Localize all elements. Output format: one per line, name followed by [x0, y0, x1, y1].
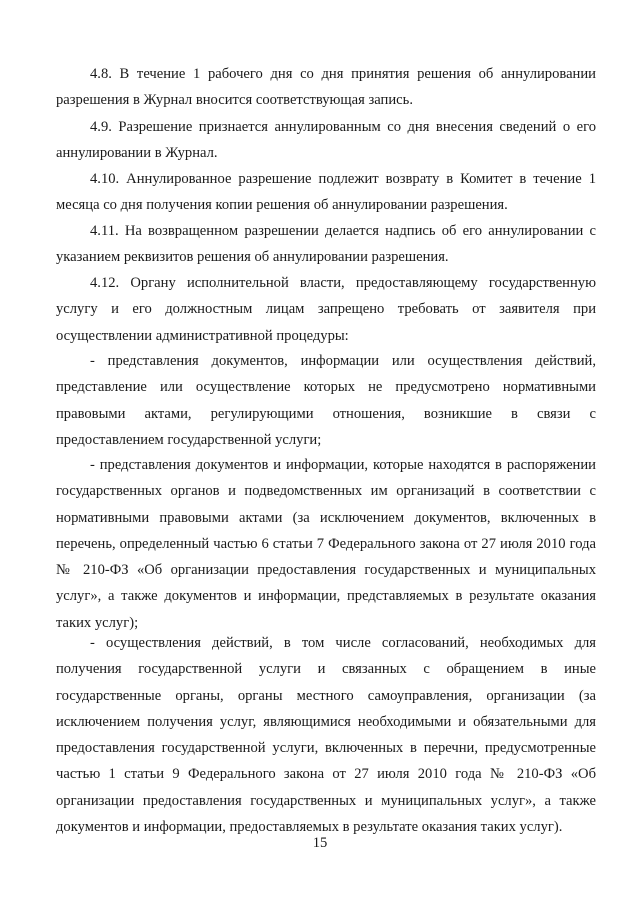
page-number: 15 — [312, 835, 328, 851]
list-item-third: - осуществления действий, в том числе согласований, необходимых для получения государственной услуги и связанных с обращением в иные государственные органы, органы местного самоуправления, организации (за исключением получения услуг, являющимися необходимыми и обязательными для предоставления государственной услуги, включенных в перечни, предусмотренные частью 1 статьи 9 Федерального закона от 27 июля 2010 года № 210-ФЗ «Об организации предоставления государственных и муниципальных услуг», а также документов и информации, предоставляемых в результате оказания таких услуг). — [56, 635, 596, 836]
paragraph-4-9: 4.9. Разрешение признается аннулированным со дня внесения сведений о его аннулировании в Журнал. — [56, 119, 596, 162]
paragraph-4-11: 4.11. На возвращенном разрешении делается надпись об его аннулировании с указанием реквизитов решения об аннулировании разрешения. — [56, 223, 596, 266]
paragraph-4-12: 4.12. Органу исполнительной власти, предоставляющему государственную услугу и его должностным лицам запрещено требовать от заявителя при осуществлении административной процедуры: — [56, 275, 596, 344]
paragraph-4-8: 4.8. В течение 1 рабочего дня со дня принятия решения об аннулировании разрешения в Журнал вносится соответствующая запись. — [56, 66, 596, 109]
paragraph-4-10: 4.10. Аннулированное разрешение подлежит возврату в Комитет в течение 1 месяца со дня получения копии решения об аннулировании разрешения. — [56, 171, 596, 214]
list-item-first: - представления документов, информации или осуществления действий, представление или осуществление которых не предусмотрено нормативными правовыми актами, регулирующими отношения, возникшие в связи с предоставлением государственной услуги; — [56, 353, 596, 448]
list-item-second: - представления документов и информации, которые находятся в распоряжении государственных органов и подведомственных им организаций в соответствии с нормативными правовыми актами (за исключением документов, включенных в перечень, определенный частью 6 статьи 7 Федерального закона от 27 июля 2010 года № 210-ФЗ «Об организации предоставления государственных и муниципальных услуг», а также документов и информации, представляемых в результате оказания таких услуг); — [56, 457, 596, 631]
